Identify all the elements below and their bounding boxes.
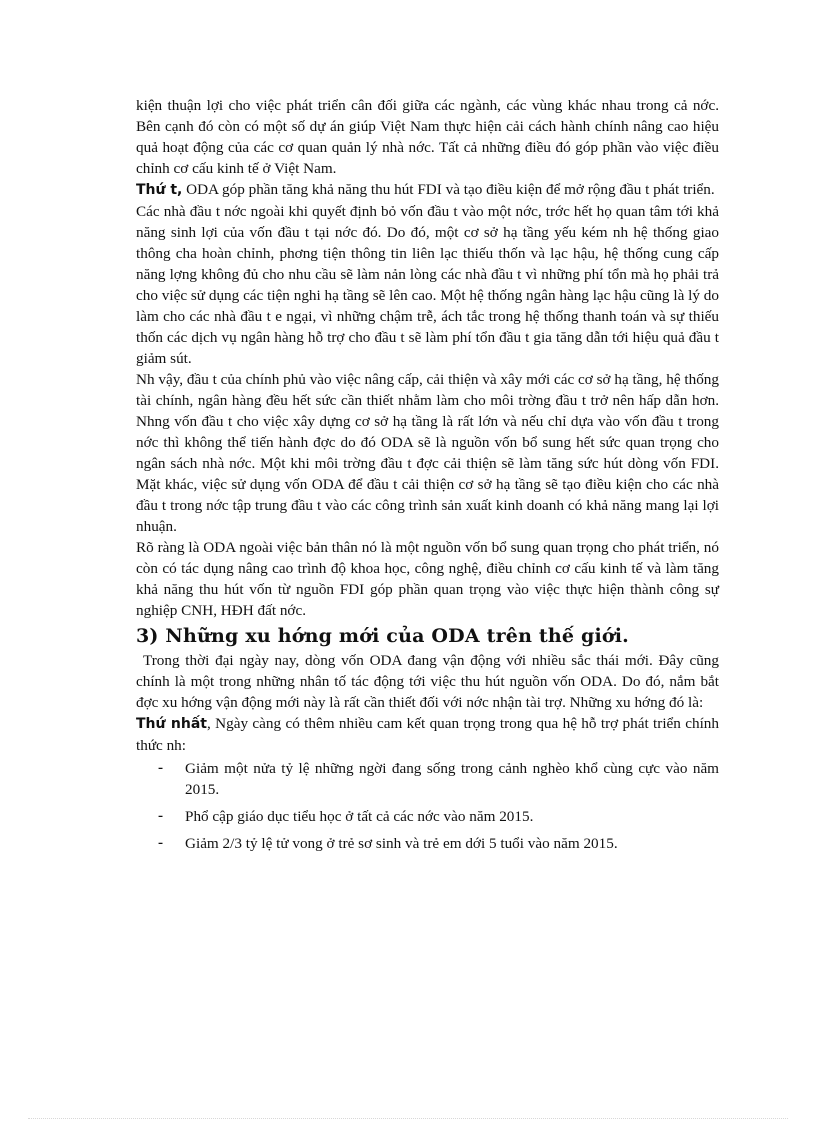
- section-heading: 3) Những xu hớng mới của ODA trên thế giới.: [136, 625, 629, 647]
- paragraph-7-lead: Thứ nhất: [136, 716, 207, 732]
- paragraph-6: Trong thời đại ngày nay, dòng vốn ODA đang vận động với nhiều sắc thái mới. Đây cũng chính là một trong những nhân tố tác động tới việc thu hút nguồn vốn ODA. Do đó, nắm bắt đợc xu hớng vận động mới này là rất cần thiết đối với nớc nhận tài trợ. Những xu hớng đó là:: [136, 652, 719, 711]
- bullet-dash: -: [158, 759, 164, 776]
- list-item-text: Giảm một nửa tỷ lệ những ngời đang sống trong cảnh nghèo khổ cùng cực vào năm 2015.: [185, 760, 719, 798]
- page-bottom-divider: [28, 1118, 788, 1119]
- bullet-dash: -: [158, 807, 164, 824]
- paragraph-7-text: , Ngày càng có thêm nhiều cam kết quan trọng trong qua hệ hỗ trợ phát triển chính thức nh:: [136, 715, 719, 754]
- list-item: [158, 806, 719, 827]
- document-page: [136, 95, 719, 860]
- paragraph-1: kiện thuận lợi cho việc phát triển cân đối giữa các ngành, các vùng khác nhau trong cả nớc. Bên cạnh đó còn có một số dự án giúp Việt Nam thực hiện cải cách hành chính nâng cao hiệu quả hoạt động của các cơ quan quản lý nhà nớc. Tất cả những điều đó góp phần vào việc điều chỉnh cơ cấu kinh tế ở Việt Nam.: [136, 97, 719, 177]
- paragraph-2: [136, 179, 719, 201]
- bullet-dash: -: [158, 834, 164, 851]
- paragraph-2-text: ODA góp phần tăng khả năng thu hút FDI và tạo điều kiện để mở rộng đầu t phát triển.: [182, 181, 715, 198]
- paragraph-5: Rõ ràng là ODA ngoài việc bản thân nó là một nguồn vốn bổ sung quan trọng cho phát triển, nó còn có tác dụng nâng cao trình độ khoa học, công nghệ, điều chỉnh cơ cấu kinh tế và làm tăng khả năng thu hút vốn từ nguồn FDI góp phần quan trọng vào việc thực hiện thành công sự nghiệp CNH, HĐH đất nớc.: [136, 539, 719, 619]
- paragraph-2-lead: Thứ t,: [136, 182, 183, 198]
- list-item-text: Giảm 2/3 tỷ lệ tử vong ở trẻ sơ sinh và trẻ em dới 5 tuổi vào năm 2015.: [185, 835, 618, 852]
- goal-list: [136, 758, 719, 854]
- paragraph-3: Các nhà đầu t nớc ngoài khi quyết định bỏ vốn đầu t vào một nớc, trớc hết họ quan tâm tới khả năng sinh lợi của vốn đầu t tại nớc đó. Do đó, một cơ sở hạ tầng yếu kém nh hệ thống giao thông cha hoàn chỉnh, phơng tiện thông tin liên lạc thiếu thốn và lạc hậu, hệ thống cung cấp năng lợng không đủ cho nhu cầu sẽ làm nản lòng các nhà đầu t vì những phí tổn mà họ phải trả cho việc sử dụng các tiện nghi hạ tầng sẽ lên cao. Một hệ thống ngân hàng lạc hậu cũng là lý do làm cho các nhà đầu t e ngại, vì những chậm trễ, ách tắc trong hệ thống thanh toán và sự thiếu thốn các dịch vụ ngân hàng hỗ trợ cho đầu t sẽ làm phí tổn đầu t gia tăng dẫn tới hiệu quả đầu t giảm sút.: [136, 203, 719, 367]
- paragraph-7: [136, 713, 719, 756]
- list-item: [158, 758, 719, 800]
- paragraph-4: Nh vậy, đầu t của chính phủ vào việc nâng cấp, cải thiện và xây mới các cơ sở hạ tầng, hệ thống tài chính, ngân hàng đều hết sức cần thiết nhằm làm cho môi trờng đầu t trở nên hấp dẫn hơn. Nhng vốn đầu t cho việc xây dựng cơ sở hạ tầng là rất lớn và nếu chỉ dựa vào vốn đầu t trong nớc thì không thể tiến hành đợc do đó ODA sẽ là nguồn vốn bổ sung hết sức quan trọng cho ngân sách nhà nớc. Một khi môi trờng đầu t đợc cải thiện sẽ làm tăng sức hút dòng vốn FDI. Mặt khác, việc sử dụng vốn ODA để đầu t cải thiện cơ sở hạ tầng sẽ tạo điều kiện cho các nhà đầu t trong nớc tập trung đầu t vào các công trình sản xuất kinh doanh có khả năng mang lại lợi nhuận.: [136, 371, 719, 535]
- list-item: [158, 833, 719, 854]
- list-item-text: Phổ cập giáo dục tiểu học ở tất cả các nớc vào năm 2015.: [185, 808, 534, 825]
